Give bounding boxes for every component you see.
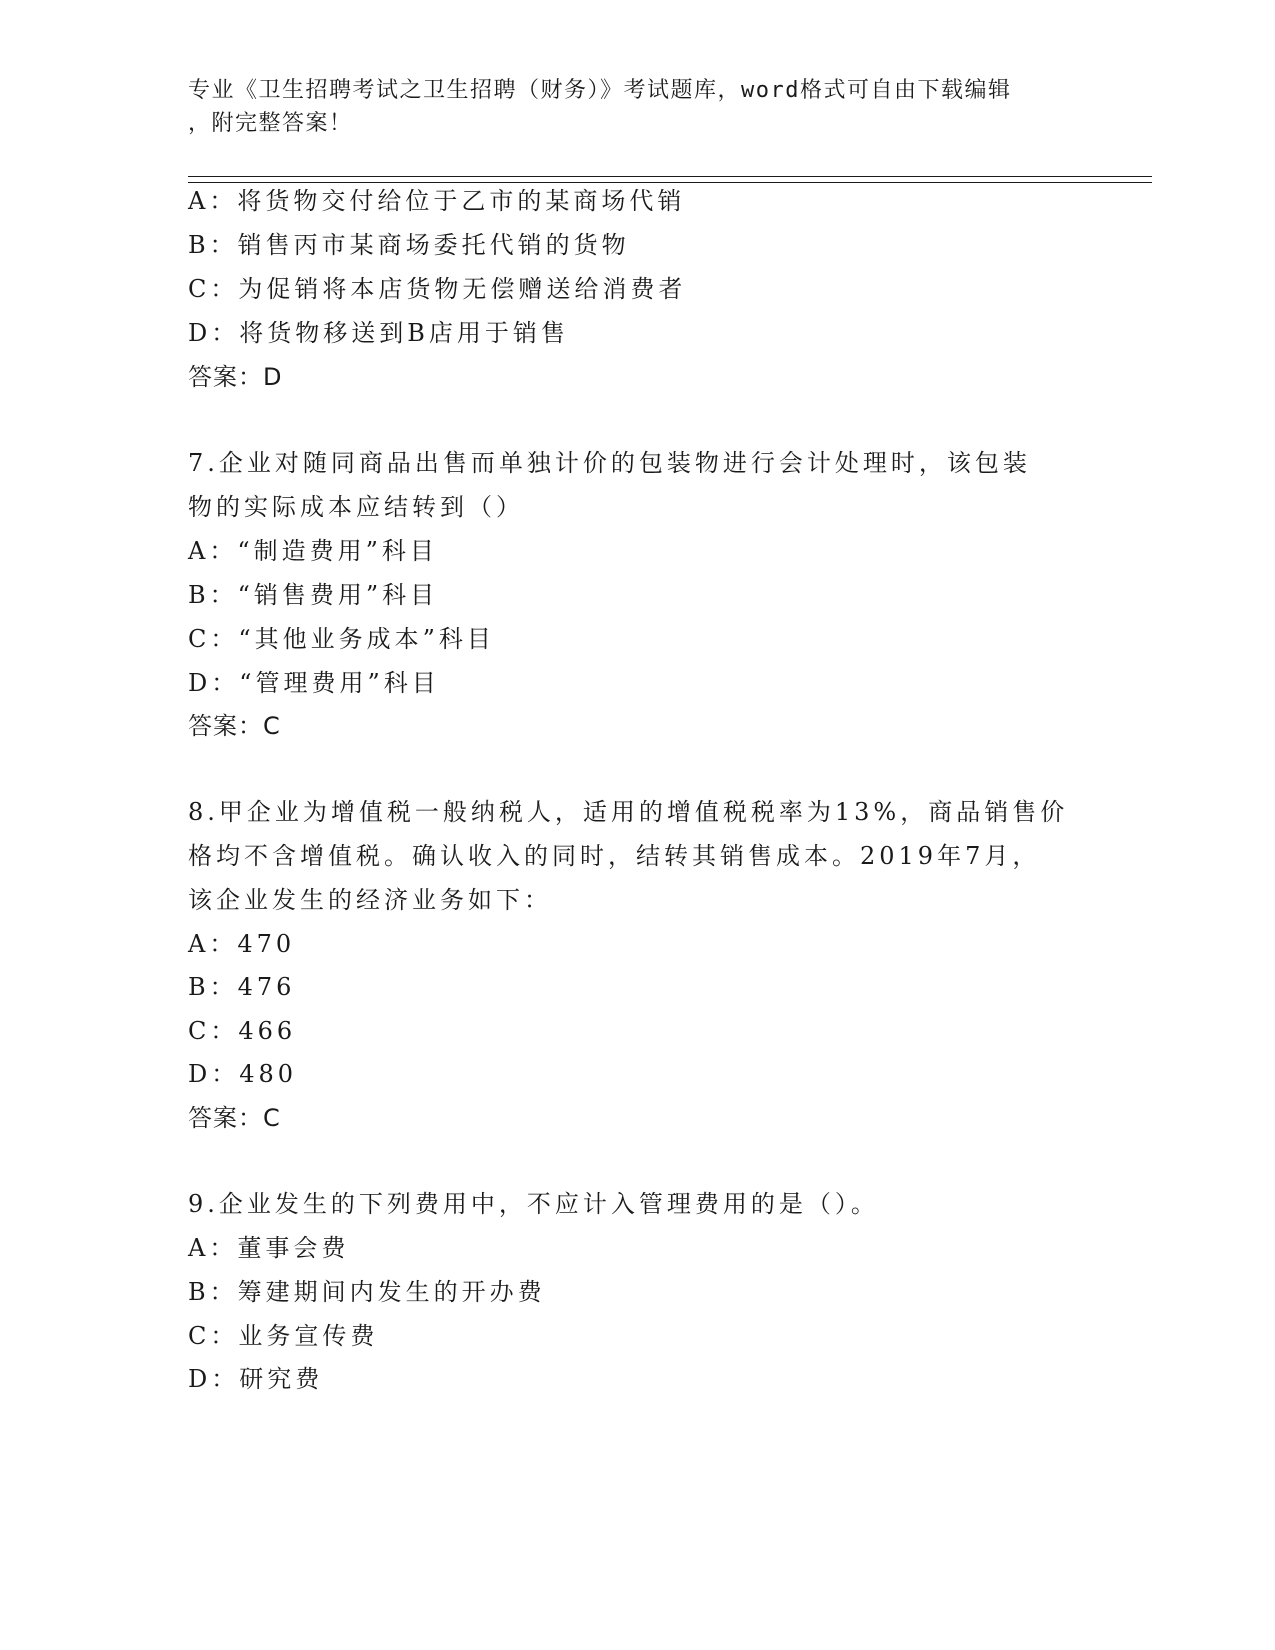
header-line-2: ，附完整答案！ — [188, 111, 353, 136]
q7-stem-line-2: 物的实际成本应结转到（） — [188, 493, 524, 521]
q8-stem-line-1: 8.甲企业为增值税一般纳税人，适用的增值税税率为13%，商品销售价 — [188, 798, 1069, 826]
q8-option-a: A：470 — [188, 930, 296, 958]
q7-stem-line-1: 7.企业对随同商品出售而单独计价的包装物进行会计处理时，该包装 — [188, 449, 1031, 477]
q8-option-c: C：466 — [188, 1017, 297, 1045]
q9-stem-line-1: 9.企业发生的下列费用中，不应计入管理费用的是（）。 — [188, 1190, 879, 1218]
q6-option-b: B：销售丙市某商场委托代销的货物 — [188, 231, 630, 259]
q7-option-a: A：“制造费用”科目 — [188, 537, 438, 565]
q7-option-c: C：“其他业务成本”科目 — [188, 625, 495, 653]
q8-stem-line-3: 该企业发生的经济业务如下： — [188, 886, 552, 914]
document-header — [188, 74, 1068, 140]
q7-option-d: D：“管理费用”科目 — [188, 669, 440, 697]
q9-option-a: A：董事会费 — [188, 1234, 350, 1262]
q7-answer: 答案：C — [188, 712, 281, 740]
q8-option-d: D：480 — [188, 1060, 298, 1088]
header-line-1: 专业《卫生招聘考试之卫生招聘（财务）》考试题库，word格式可自由下载编辑 — [188, 78, 1012, 103]
q9-option-d: D：研究费 — [188, 1365, 324, 1393]
q6-answer: 答案：D — [188, 363, 283, 391]
q6-option-a: A：将货物交付给位于乙市的某商场代销 — [188, 187, 686, 215]
q6-option-c: C：为促销将本店货物无偿赠送给消费者 — [188, 275, 687, 303]
q7-option-b: B：“销售费用”科目 — [188, 581, 439, 609]
q6-option-d: D：将货物移送到B店用于销售 — [188, 319, 569, 347]
q8-option-b: B：476 — [188, 973, 296, 1001]
q9-option-b: B：筹建期间内发生的开办费 — [188, 1278, 546, 1306]
q8-stem-line-2: 格均不含增值税。确认收入的同时，结转其销售成本。2019年7月， — [188, 842, 1041, 870]
q9-option-c: C：业务宣传费 — [188, 1322, 379, 1350]
header-divider — [188, 176, 1152, 183]
q8-answer: 答案：C — [188, 1104, 281, 1132]
